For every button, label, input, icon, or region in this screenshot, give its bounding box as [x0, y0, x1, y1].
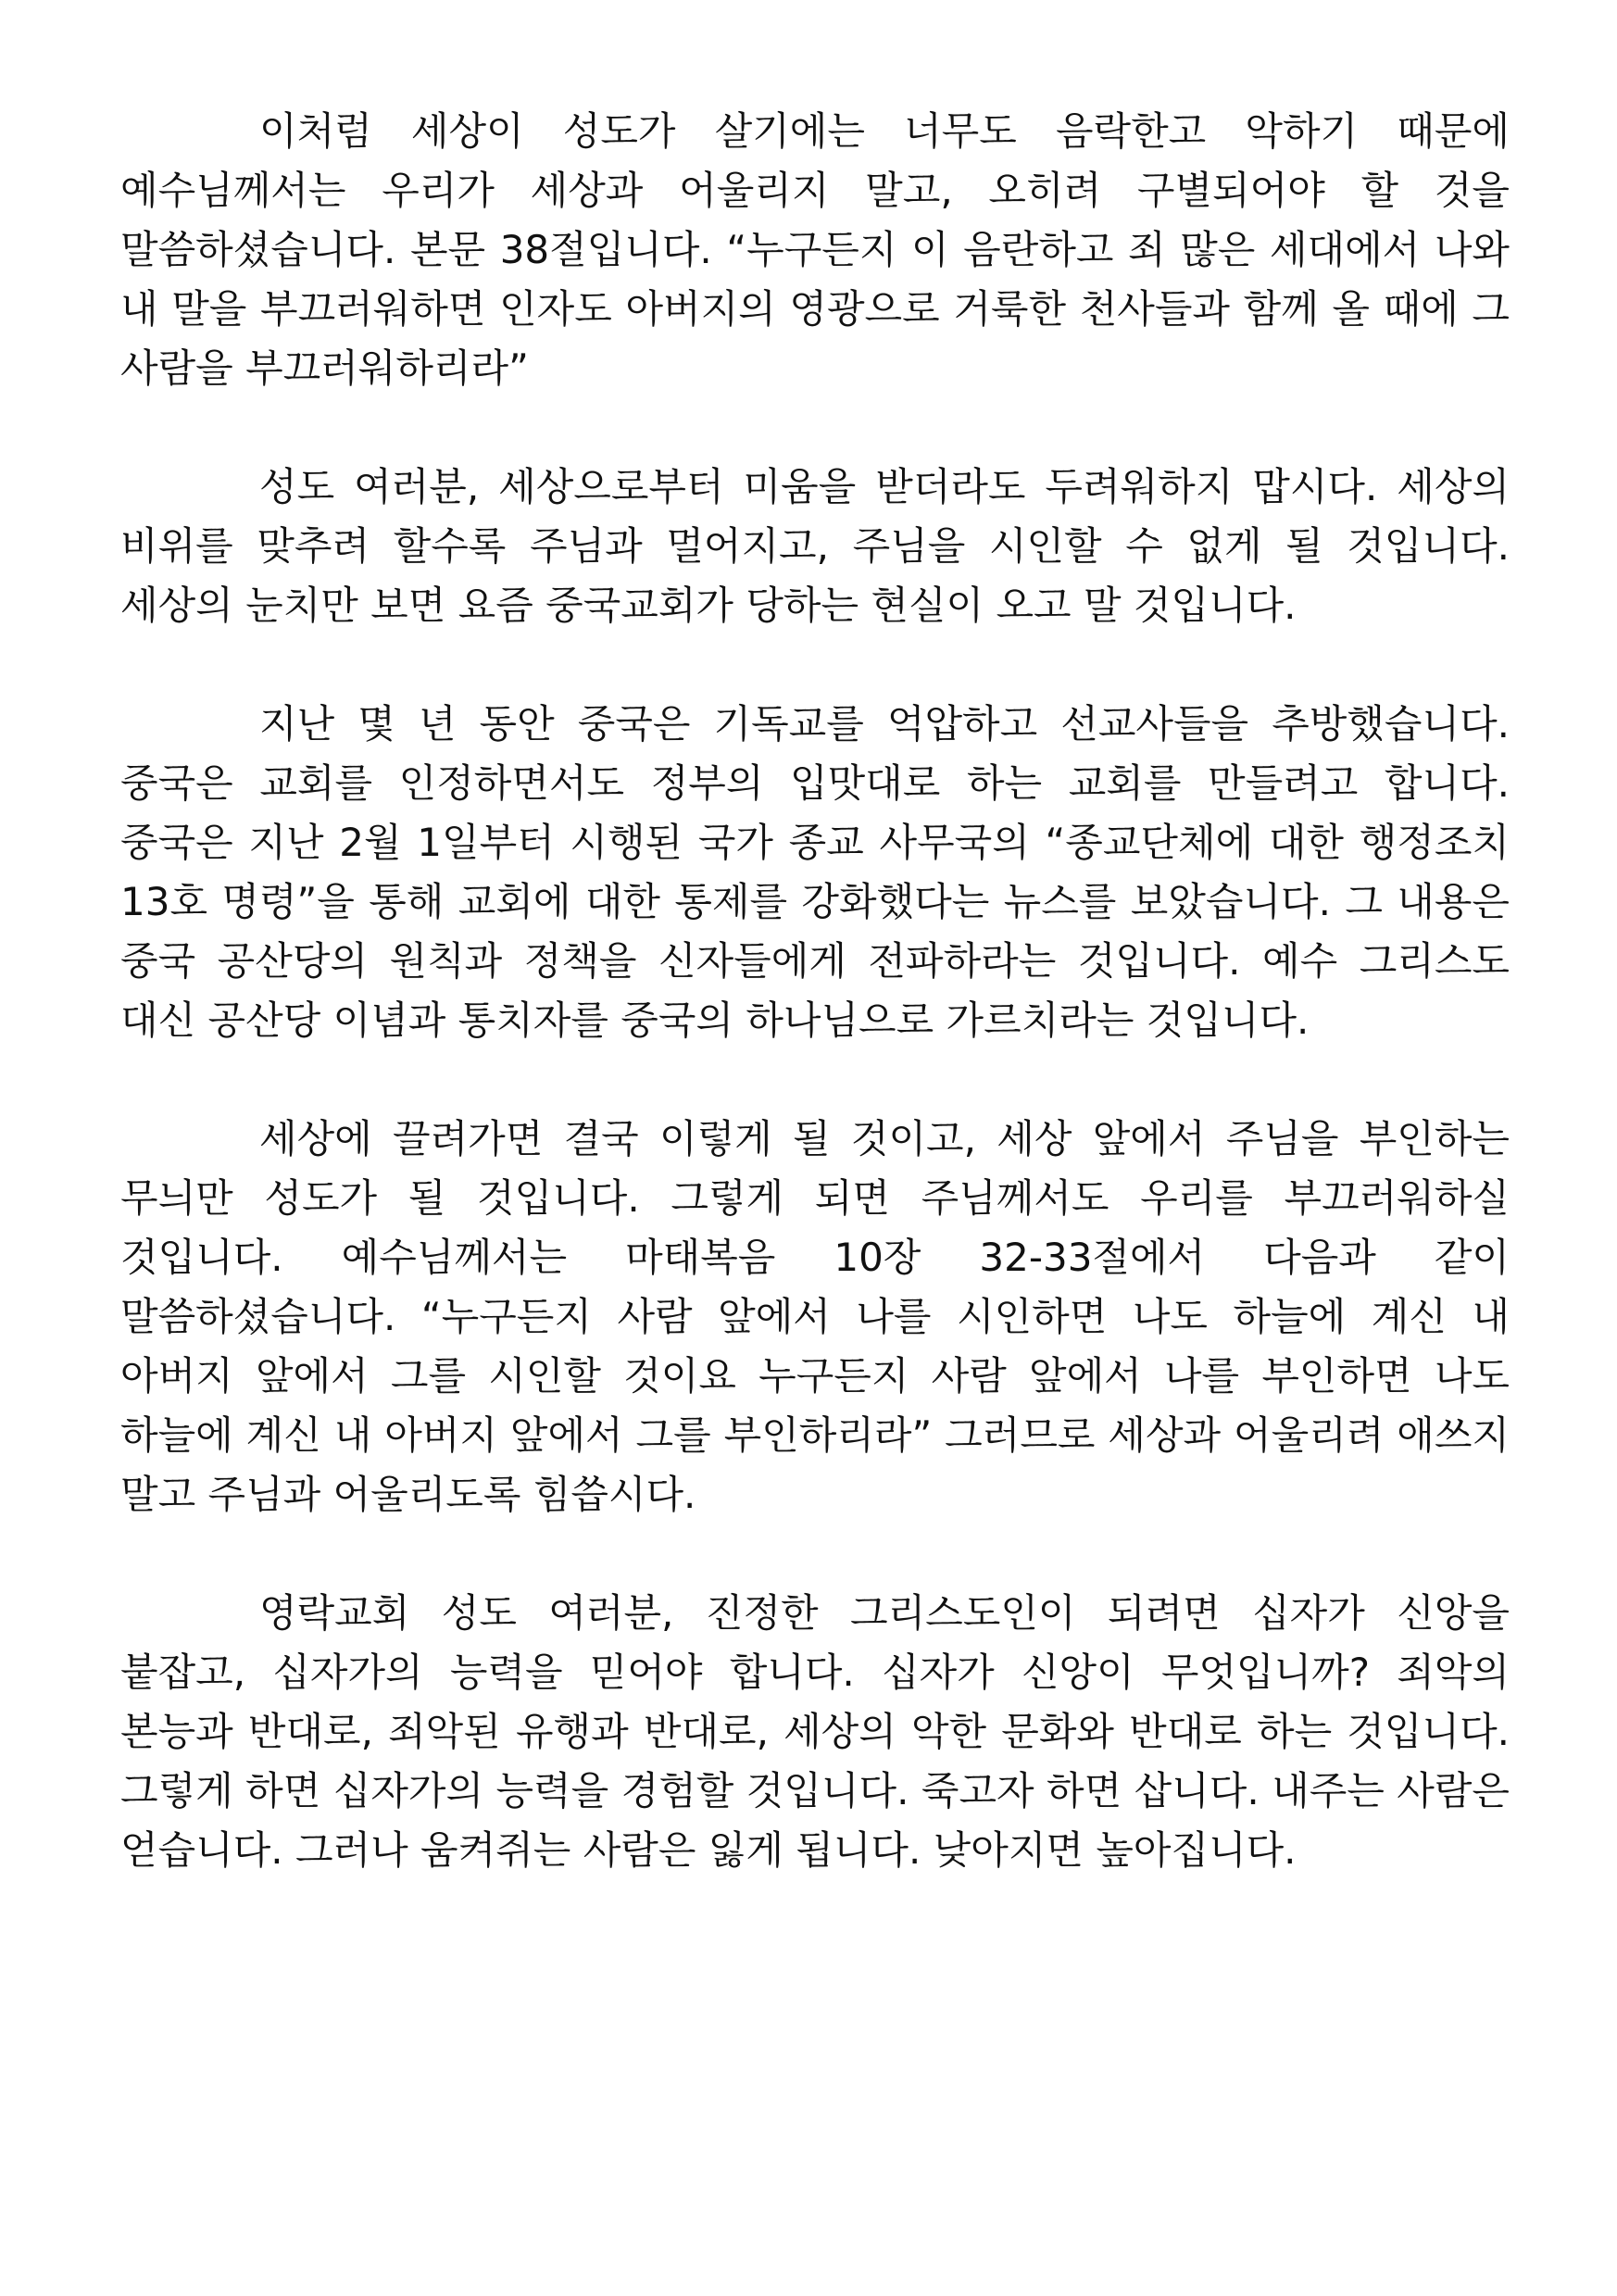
paragraph-3: 지난 몇 년 동안 중국은 기독교를 억압하고 선교사들을 추방했습니다. 중국은 교회를 인정하면서도 정부의 입맛대로 하는 교회를 만들려고 합니다. 중국은 지난 2월 1일부터 시행된 국가 종교 사무국의 “종교단체에 대한 행정조치 13호 명령”을 통해 교회에 대한 통제를 강화했다는 뉴스를 보았습니다. 그 내용은 중국 공산당의 원칙과 정책을 신자들에게 전파하라는 것입니다. 예수 그리스도 대신 공산당 이념과 통치자를 중국의 하나님으로 가르치라는 것입니다. [120, 701, 1510, 1043]
document-body [120, 102, 1510, 1880]
paragraph-5: 영락교회 성도 여러분, 진정한 그리스도인이 되려면 십자가 신앙을 붙잡고, 십자가의 능력을 믿어야 합니다. 십자가 신앙이 무엇입니까? 죄악의 본능과 반대로, 죄악된 유행과 반대로, 세상의 악한 문화와 반대로 하는 것입니다. 그렇게 하면 십자가의 능력을 경험할 것입니다. 죽고자 하면 삽니다. 내주는 사람은 얻습니다. 그러나 움켜쥐는 사람은 잃게 됩니다. 낮아지면 높아집니다. [120, 1590, 1510, 1873]
paragraph-4: 세상에 끌려가면 결국 이렇게 될 것이고, 세상 앞에서 주님을 부인하는 무늬만 성도가 될 것입니다. 그렇게 되면 주님께서도 우리를 부끄러워하실 것입니다. 예수님께서는 마태복음 10장 32-33절에서 다음과 같이 말씀하셨습니다. “누구든지 사람 앞에서 나를 시인하면 나도 하늘에 계신 내 아버지 앞에서 그를 시인할 것이요 누구든지 사람 앞에서 나를 부인하면 나도 하늘에 계신 내 아버지 앞에서 그를 부인하리라” 그러므로 세상과 어울리려 애쓰지 말고 주님과 어울리도록 힘씁시다. [120, 1116, 1510, 1517]
paragraph-2: 성도 여러분, 세상으로부터 미움을 받더라도 두려워하지 맙시다. 세상의 비위를 맞추려 할수록 주님과 멀어지고, 주님을 시인할 수 없게 될 것입니다. 세상의 눈치만 보면 요즘 중국교회가 당하는 현실이 오고 말 것입니다. [120, 464, 1510, 628]
paragraph-1: 이처럼 세상이 성도가 살기에는 너무도 음락한고 악하기 때문에 예수님께서는 우리가 세상과 어울리지 말고, 오히려 구별되어야 할 것을 말씀하셨습니다. 본문 38절입니다. “누구든지 이 음란하고 죄 많은 세대에서 나와 내 말을 부끄러워하면 인자도 아버지의 영광으로 거룩한 천사들과 함께 올 때에 그 사람을 부끄러워하리라” [120, 108, 1510, 391]
